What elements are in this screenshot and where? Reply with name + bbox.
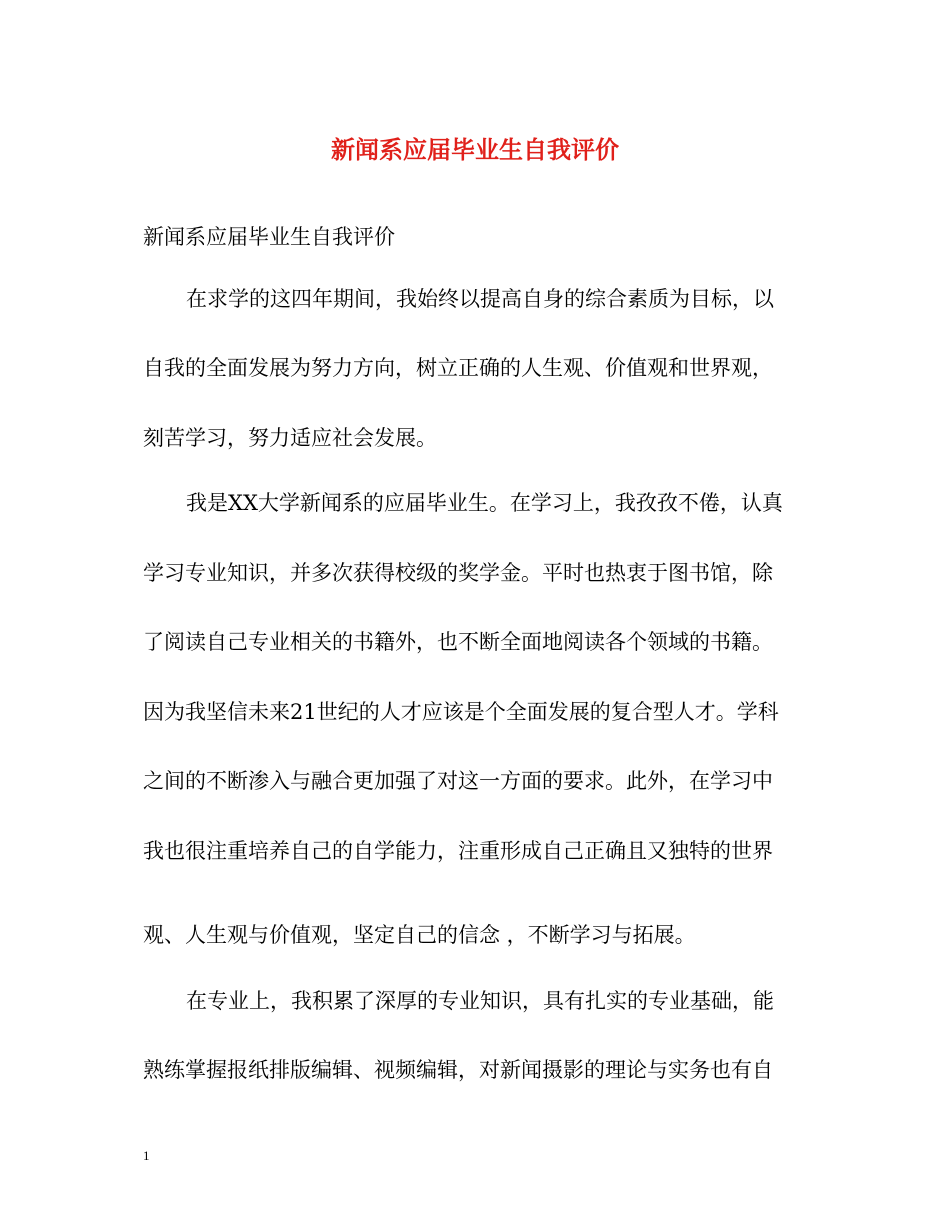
paragraph-line: 刻苦学习，努力适应社会发展。 <box>143 426 437 450</box>
paragraph-line: 了阅读自己专业相关的书籍外，也不断全面地阅读各个领域的书籍。 <box>143 630 773 654</box>
document-title: 新闻系应届毕业生自我评价 <box>331 135 619 164</box>
paragraph-line: 学习专业知识，并多次获得校级的奖学金。平时也热衷于图书馆，除 <box>143 561 773 585</box>
paragraph-line: 我也很注重培养自己的自学能力，注重形成自己正确且又独特的世界 <box>143 839 773 863</box>
paragraph-line: 自我的全面发展为努力方向，树立正确的人生观、价值观和世界观， <box>143 356 773 380</box>
paragraph-line: 在求学的这四年期间，我始终以提高自身的综合素质为目标，以 <box>186 287 774 311</box>
paragraph-line: 因为我坚信未来21世纪的人才应该是个全面发展的复合型人才。学科 <box>143 700 779 724</box>
paragraph-line: 之间的不断渗入与融合更加强了对这一方面的要求。此外，在学习中 <box>143 769 773 793</box>
paragraph-line: 观、人生观与价值观，坚定自己的信念 ，不断学习与拓展。 <box>143 923 696 947</box>
document-heading: 新闻系应届毕业生自我评价 <box>143 225 395 249</box>
page-number: 1 <box>143 1148 150 1163</box>
paragraph-line: 熟练掌握报纸排版编辑、视频编辑，对新闻摄影的理论与实务也有自 <box>143 1058 773 1082</box>
paragraph-line: 我是XX大学新闻系的应届毕业生。在学习上，我孜孜不倦，认真 <box>186 491 783 515</box>
paragraph-line: 在专业上，我积累了深厚的专业知识，具有扎实的专业基础，能 <box>186 989 774 1013</box>
